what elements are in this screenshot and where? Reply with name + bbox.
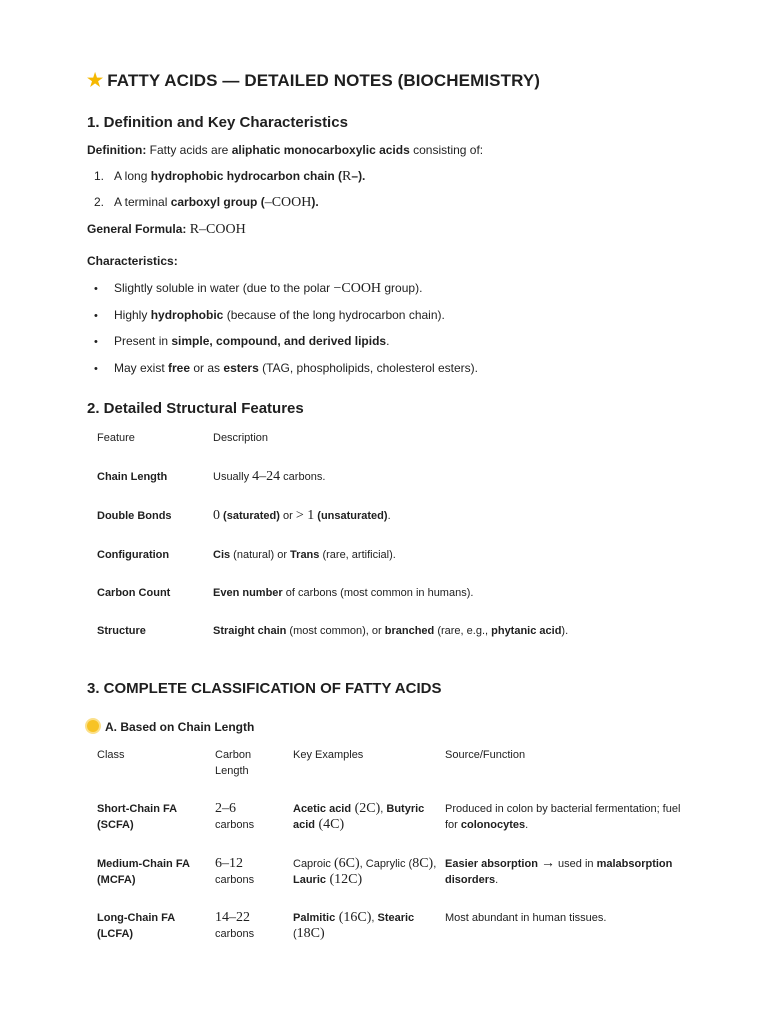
table-cell: Chain Length	[97, 471, 168, 483]
table-cell: Structure	[97, 625, 146, 637]
table-cell: Acetic acid (2C), Butyric acid (4C)	[293, 801, 425, 832]
section-3-heading: 3. COMPLETE CLASSIFICATION OF FATTY ACIDS	[87, 680, 442, 697]
table-cell: Short-Chain FA (SCFA)	[97, 803, 177, 831]
definition-line: Definition: Fatty acids are aliphatic monocarboxylic acids consisting of:	[87, 143, 484, 157]
table-header: Source/Function	[445, 749, 526, 761]
section-1-heading: 1. Definition and Key Characteristics	[87, 114, 348, 131]
table-cell: 0 (saturated) or > 1 (unsaturated).	[213, 508, 391, 523]
table-cell: Carbon Count	[97, 587, 171, 599]
table-header: Class	[97, 749, 125, 761]
subsection-heading: A. Based on Chain Length	[87, 720, 254, 734]
list-item: • Highly hydrophobic (because of the long hydrocarbon chain).	[94, 308, 445, 322]
characteristics-label: Characteristics:	[87, 254, 178, 268]
table-header: Carbon Length	[215, 749, 252, 777]
star-icon: ★	[87, 70, 104, 90]
table-cell: Produced in colon by bacterial fermentation; fuel for colonocytes.	[445, 803, 681, 831]
table-cell: Medium-Chain FA (MCFA)	[97, 858, 190, 886]
table-cell: Caproic (6C), Caprylic (8C), Lauric (12C)	[293, 856, 437, 887]
table-cell: Easier absorption → used in malabsorption disorders.	[445, 856, 673, 886]
section-2-heading: 2. Detailed Structural Features	[87, 400, 304, 417]
table-cell: Double Bonds	[97, 510, 172, 522]
table-cell: Cis (natural) or Trans (rare, artificial).	[213, 549, 396, 561]
page-title: ★ FATTY ACIDS — DETAILED NOTES (BIOCHEMISTRY)	[87, 70, 541, 90]
table-header: Key Examples	[293, 749, 364, 761]
table-header: Description	[213, 432, 269, 444]
list-item: • May exist free or as esters (TAG, phospholipids, cholesterol esters).	[94, 361, 478, 375]
list-item: 2. A terminal carboxyl group (–COOH).	[94, 195, 319, 210]
general-formula: General Formula: R–COOH	[87, 222, 246, 237]
list-item: • Slightly soluble in water (due to the polar −COOH group).	[94, 281, 423, 296]
table-cell: 2–6 carbons	[215, 801, 255, 831]
table-cell: Long-Chain FA (LCFA)	[97, 912, 175, 940]
table-cell: Most abundant in human tissues.	[445, 912, 607, 924]
table-cell: Usually 4–24 carbons.	[213, 469, 326, 484]
table-cell: Palmitic (16C), Stearic (18C)	[293, 910, 415, 941]
table-cell: Configuration	[97, 549, 170, 561]
table-header: Feature	[97, 432, 135, 444]
list-item: 1. A long hydrophobic hydrocarbon chain (R–).	[94, 169, 366, 184]
table-cell: Even number of carbons (most common in humans).	[213, 587, 474, 599]
table-cell: 14–22 carbons	[215, 910, 255, 940]
table-cell: 6–12 carbons	[215, 856, 255, 886]
list-item: • Present in simple, compound, and derived lipids.	[94, 334, 390, 348]
sun-icon	[87, 720, 99, 732]
table-cell: Straight chain (most common), or branched (rare, e.g., phytanic acid).	[213, 625, 569, 637]
